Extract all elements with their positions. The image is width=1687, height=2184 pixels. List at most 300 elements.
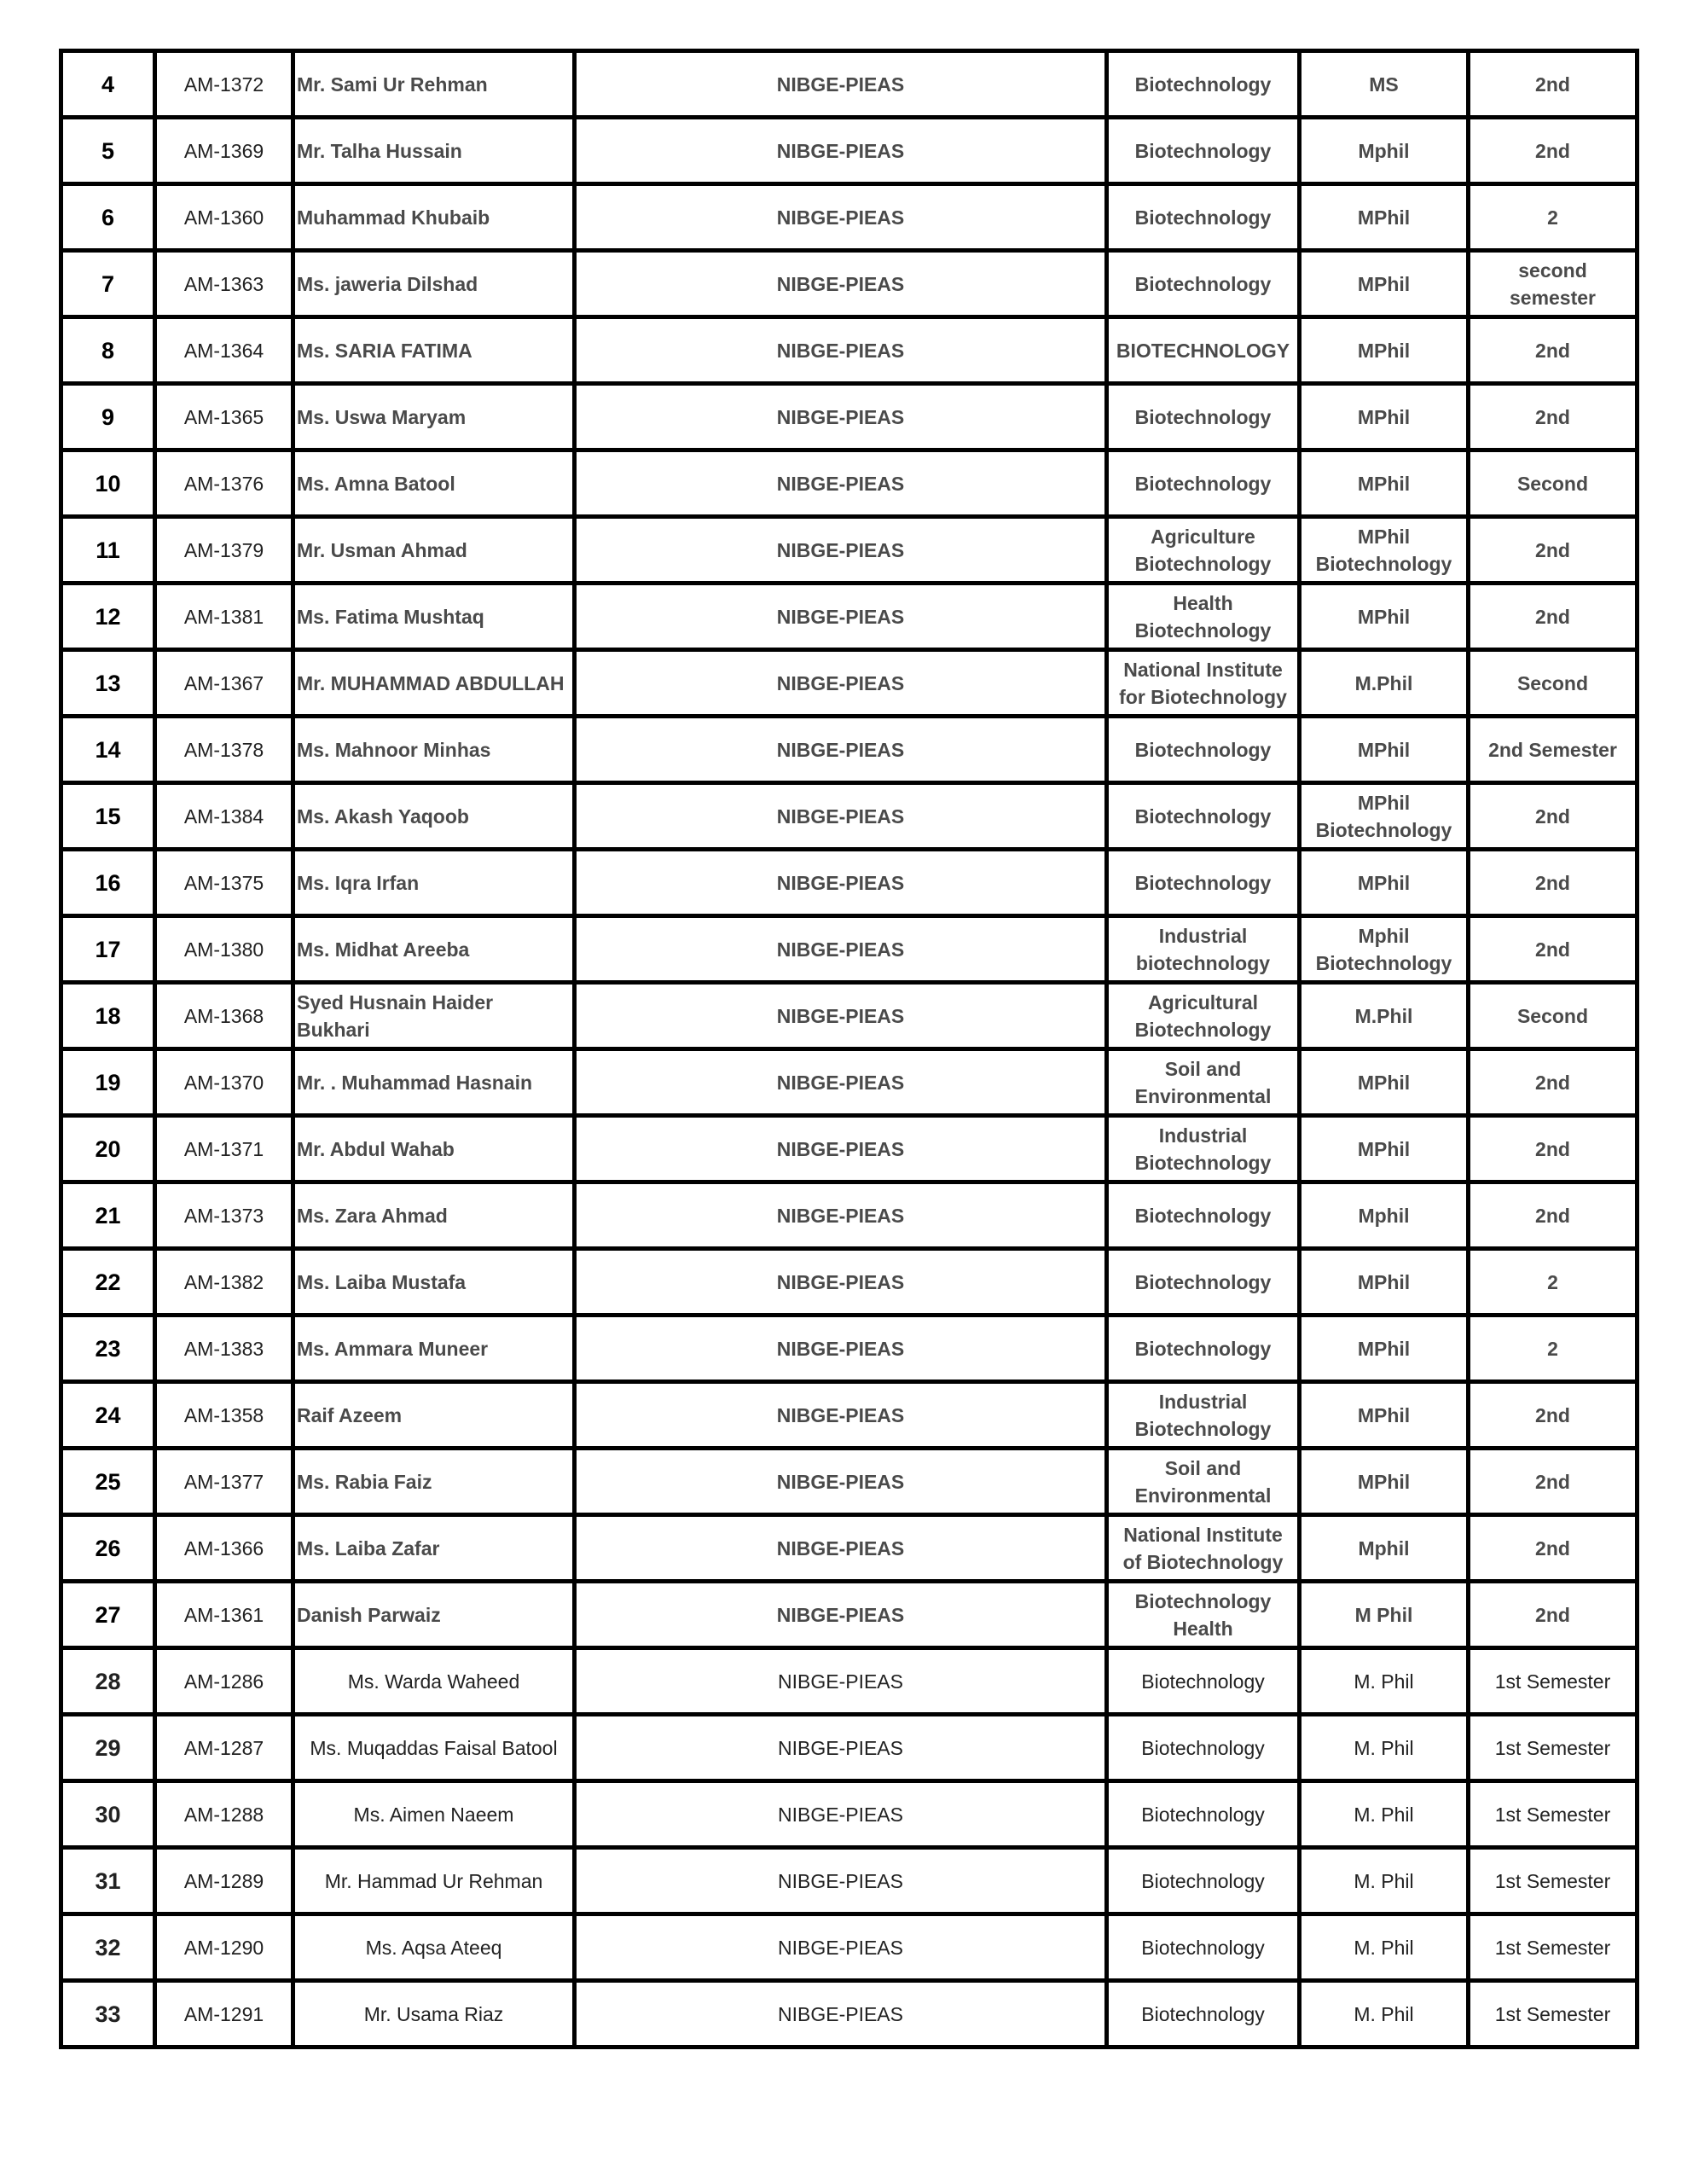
application-id-cell-text: AM-1288 <box>183 1803 264 1826</box>
degree-cell <box>1300 850 1469 916</box>
application-id-cell <box>155 717 293 783</box>
serial-number-cell-text: 28 <box>95 1668 121 1694</box>
semester-cell <box>1469 650 1638 717</box>
degree-cell <box>1300 1316 1469 1382</box>
application-id-cell <box>155 783 293 850</box>
serial-number-cell-text: 4 <box>101 71 115 97</box>
table-row <box>61 1249 1638 1316</box>
department-cell <box>1107 1049 1300 1116</box>
semester-cell <box>1469 1715 1638 1781</box>
table-row <box>61 51 1638 118</box>
serial-number-cell <box>61 916 155 983</box>
application-id-cell-text: AM-1287 <box>183 1736 264 1759</box>
semester-cell <box>1469 251 1638 317</box>
serial-number-cell-text: 10 <box>95 470 121 497</box>
institute-cell <box>575 1182 1107 1249</box>
serial-number-cell <box>61 384 155 450</box>
department-cell <box>1107 1515 1300 1582</box>
student-name-cell <box>293 51 575 118</box>
department-cell-text: Biotechnology <box>1134 272 1272 295</box>
application-id-cell-text: AM-1383 <box>183 1337 264 1360</box>
institute-cell <box>575 650 1107 717</box>
student-name-cell <box>293 384 575 450</box>
table-row <box>61 1981 1638 2048</box>
table-row <box>61 1182 1638 1249</box>
degree-cell-text: MS <box>1369 73 1399 96</box>
semester-cell-text: 2nd <box>1535 1470 1570 1493</box>
table-row <box>61 584 1638 650</box>
institute-cell <box>575 384 1107 450</box>
serial-number-cell-text: 31 <box>95 1867 121 1894</box>
department-cell <box>1107 384 1300 450</box>
semester-cell <box>1469 384 1638 450</box>
degree-cell-text: MPhil Biotechnology <box>1315 525 1452 575</box>
degree-cell <box>1300 384 1469 450</box>
department-cell <box>1107 1715 1300 1781</box>
degree-cell <box>1300 783 1469 850</box>
department-cell <box>1107 983 1300 1049</box>
student-name-cell-text: Mr. Abdul Wahab <box>297 1137 455 1160</box>
student-name-cell <box>293 1116 575 1182</box>
degree-cell-text: MPhil <box>1357 871 1411 894</box>
student-name-cell-text: Ms. Midhat Areeba <box>297 938 470 961</box>
application-id-cell <box>155 584 293 650</box>
semester-cell-text: 1st Semester <box>1494 1936 1611 1959</box>
student-name-cell <box>293 916 575 983</box>
semester-cell-text: 1st Semester <box>1494 1670 1611 1693</box>
degree-cell <box>1300 1049 1469 1116</box>
student-name-cell <box>293 850 575 916</box>
institute-cell <box>575 251 1107 317</box>
department-cell-text: Biotechnology <box>1141 1869 1265 1892</box>
table-row <box>61 783 1638 850</box>
degree-cell-text: MPhil <box>1357 605 1411 628</box>
institute-cell <box>575 118 1107 184</box>
semester-cell-text: second semester <box>1509 258 1597 309</box>
serial-number-cell <box>61 1515 155 1582</box>
semester-cell <box>1469 184 1638 251</box>
department-cell-text: Biotechnology <box>1141 1736 1265 1759</box>
department-cell <box>1107 1182 1300 1249</box>
student-name-cell-text: Mr. Hammad Ur Rehman <box>324 1869 543 1892</box>
table-row <box>61 251 1638 317</box>
institute-cell-text: NIBGE-PIEAS <box>776 73 905 96</box>
application-id-cell <box>155 1316 293 1382</box>
serial-number-cell-text: 18 <box>95 1002 121 1029</box>
department-cell-text: Biotechnology <box>1134 804 1272 828</box>
application-id-cell-text: AM-1377 <box>183 1470 264 1493</box>
student-name-cell-text: Ms. Aqsa Ateeq <box>365 1936 502 1959</box>
institute-cell-text: NIBGE-PIEAS <box>778 2002 903 2025</box>
degree-cell <box>1300 1249 1469 1316</box>
institute-cell-text: NIBGE-PIEAS <box>776 339 905 362</box>
department-cell-text: Industrial biotechnology <box>1135 924 1271 974</box>
serial-number-cell-text: 9 <box>101 404 115 430</box>
application-id-cell <box>155 1116 293 1182</box>
student-name-cell-text: Mr. Sami Ur Rehman <box>297 73 488 96</box>
application-id-cell-text: AM-1380 <box>183 938 264 961</box>
semester-cell <box>1469 584 1638 650</box>
semester-cell <box>1469 1116 1638 1182</box>
degree-cell-text: MPhil <box>1357 1337 1411 1360</box>
application-id-cell <box>155 850 293 916</box>
semester-cell-text: 2nd <box>1535 804 1570 828</box>
serial-number-cell <box>61 317 155 384</box>
degree-cell-text: MPhil <box>1357 738 1411 761</box>
semester-cell <box>1469 1981 1638 2048</box>
student-name-cell-text: Ms. Muqaddas Faisal Batool <box>310 1736 558 1759</box>
semester-cell-text: 1st Semester <box>1494 1803 1611 1826</box>
degree-cell <box>1300 1449 1469 1515</box>
table-row <box>61 1316 1638 1382</box>
institute-cell <box>575 983 1107 1049</box>
table-row <box>61 118 1638 184</box>
semester-cell <box>1469 1249 1638 1316</box>
semester-cell-text: 2nd <box>1535 538 1570 561</box>
semester-cell-text: Second <box>1516 671 1589 694</box>
student-name-cell-text: Ms. SARIA FATIMA <box>297 339 472 362</box>
semester-cell-text: 2nd <box>1535 938 1570 961</box>
student-name-cell <box>293 1382 575 1449</box>
institute-cell-text: NIBGE-PIEAS <box>776 538 905 561</box>
institute-cell-text: NIBGE-PIEAS <box>776 871 905 894</box>
degree-cell-text: MPhil <box>1357 272 1411 295</box>
department-cell-text: Biotechnology <box>1134 1270 1272 1293</box>
degree-cell-text: Mphil Biotechnology <box>1315 924 1452 974</box>
department-cell-text: National Institute of Biotechnology <box>1122 1523 1284 1573</box>
department-cell <box>1107 251 1300 317</box>
application-id-cell-text: AM-1376 <box>183 472 264 495</box>
degree-cell-text: MPhil <box>1357 1137 1411 1160</box>
department-cell <box>1107 584 1300 650</box>
department-cell <box>1107 1316 1300 1382</box>
semester-cell <box>1469 717 1638 783</box>
semester-cell <box>1469 1515 1638 1582</box>
degree-cell <box>1300 1116 1469 1182</box>
student-name-cell-text: Mr. Usman Ahmad <box>297 538 467 561</box>
student-name-cell-text: Ms. Fatima Mushtaq <box>297 605 484 628</box>
student-name-cell <box>293 118 575 184</box>
table-row <box>61 983 1638 1049</box>
institute-cell <box>575 1515 1107 1582</box>
serial-number-cell <box>61 1449 155 1515</box>
institute-cell <box>575 1449 1107 1515</box>
semester-cell-text: 2nd Semester <box>1488 738 1617 761</box>
semester-cell <box>1469 118 1638 184</box>
institute-cell <box>575 783 1107 850</box>
student-name-cell-text: Raif Azeem <box>297 1403 403 1426</box>
serial-number-cell <box>61 1382 155 1449</box>
institute-cell <box>575 450 1107 517</box>
student-name-cell <box>293 1582 575 1648</box>
institute-cell-text: NIBGE-PIEAS <box>778 1936 903 1959</box>
semester-cell <box>1469 1316 1638 1382</box>
department-cell-text: Soil and Environmental <box>1134 1057 1272 1107</box>
serial-number-cell <box>61 51 155 118</box>
institute-cell <box>575 1914 1107 1981</box>
application-id-cell <box>155 1249 293 1316</box>
serial-number-cell-text: 21 <box>95 1202 121 1228</box>
student-name-cell-text: Mr. . Muhammad Hasnain <box>297 1071 533 1094</box>
application-id-cell <box>155 650 293 717</box>
department-cell <box>1107 1848 1300 1914</box>
student-name-cell <box>293 1515 575 1582</box>
degree-cell <box>1300 317 1469 384</box>
application-id-cell <box>155 184 293 251</box>
semester-cell <box>1469 916 1638 983</box>
department-cell <box>1107 1914 1300 1981</box>
semester-cell-text: 1st Semester <box>1494 1869 1611 1892</box>
department-cell-text: Biotechnology <box>1134 472 1272 495</box>
application-id-cell <box>155 1848 293 1914</box>
application-id-cell-text: AM-1373 <box>183 1204 264 1227</box>
institute-cell-text: NIBGE-PIEAS <box>776 671 905 694</box>
serial-number-cell-text: 27 <box>95 1601 121 1628</box>
degree-cell <box>1300 650 1469 717</box>
department-cell <box>1107 650 1300 717</box>
application-id-cell-text: AM-1371 <box>183 1137 264 1160</box>
department-cell-text: National Institute for Biotechnology <box>1119 658 1287 708</box>
serial-number-cell <box>61 1914 155 1981</box>
institute-cell <box>575 1316 1107 1382</box>
semester-cell-text: 2nd <box>1535 73 1570 96</box>
department-cell <box>1107 118 1300 184</box>
application-id-cell-text: AM-1361 <box>183 1603 264 1626</box>
student-list-table <box>59 49 1639 2049</box>
serial-number-cell-text: 30 <box>95 1801 121 1827</box>
semester-cell-text: 2nd <box>1535 139 1570 162</box>
serial-number-cell <box>61 1715 155 1781</box>
application-id-cell <box>155 983 293 1049</box>
serial-number-cell <box>61 1848 155 1914</box>
department-cell-text: Agricultural Biotechnology <box>1134 990 1272 1041</box>
degree-cell <box>1300 983 1469 1049</box>
student-name-cell <box>293 783 575 850</box>
application-id-cell-text: AM-1358 <box>183 1403 264 1426</box>
semester-cell <box>1469 1582 1638 1648</box>
institute-cell <box>575 916 1107 983</box>
application-id-cell <box>155 118 293 184</box>
student-name-cell <box>293 717 575 783</box>
application-id-cell-text: AM-1372 <box>183 73 264 96</box>
department-cell-text: Biotechnology <box>1141 1670 1265 1693</box>
degree-cell <box>1300 51 1469 118</box>
table-row <box>61 1515 1638 1582</box>
degree-cell-text: M. Phil <box>1354 1936 1414 1959</box>
semester-cell <box>1469 1848 1638 1914</box>
table-row <box>61 450 1638 517</box>
semester-cell-text: 2nd <box>1535 1403 1570 1426</box>
student-name-cell-text: Ms. Amna Batool <box>297 472 455 495</box>
institute-cell-text: NIBGE-PIEAS <box>776 272 905 295</box>
semester-cell <box>1469 1648 1638 1715</box>
semester-cell-text: 1st Semester <box>1494 1736 1611 1759</box>
table-row <box>61 384 1638 450</box>
application-id-cell <box>155 1914 293 1981</box>
serial-number-cell <box>61 850 155 916</box>
institute-cell-text: NIBGE-PIEAS <box>776 1536 905 1560</box>
student-name-cell-text: Mr. Usama Riaz <box>363 2002 504 2025</box>
institute-cell-text: NIBGE-PIEAS <box>776 1603 905 1626</box>
semester-cell-text: 2 <box>1547 1270 1558 1293</box>
institute-cell <box>575 1648 1107 1715</box>
student-name-cell <box>293 450 575 517</box>
serial-number-cell-text: 32 <box>95 1934 121 1960</box>
table-row <box>61 1116 1638 1182</box>
application-id-cell <box>155 517 293 584</box>
department-cell <box>1107 517 1300 584</box>
serial-number-cell <box>61 450 155 517</box>
institute-cell-text: NIBGE-PIEAS <box>776 804 905 828</box>
application-id-cell-text: AM-1360 <box>183 206 264 229</box>
department-cell-text: Soil and Environmental <box>1134 1456 1272 1507</box>
semester-cell-text: 2 <box>1547 1337 1558 1360</box>
student-name-cell-text: Ms. Akash Yaqoob <box>297 804 469 828</box>
institute-cell-text: NIBGE-PIEAS <box>776 938 905 961</box>
serial-number-cell-text: 26 <box>95 1535 121 1561</box>
degree-cell <box>1300 184 1469 251</box>
serial-number-cell-text: 7 <box>101 270 115 297</box>
degree-cell <box>1300 1515 1469 1582</box>
degree-cell-text: M. Phil <box>1354 2002 1414 2025</box>
department-cell-text: Biotechnology <box>1134 206 1272 229</box>
application-id-cell-text: AM-1363 <box>183 272 264 295</box>
student-name-cell-text: Ms. Laiba Zafar <box>297 1536 440 1560</box>
serial-number-cell-text: 24 <box>95 1402 121 1428</box>
institute-cell-text: NIBGE-PIEAS <box>776 139 905 162</box>
student-name-cell <box>293 584 575 650</box>
student-name-cell-text: Mr. Talha Hussain <box>297 139 462 162</box>
institute-cell-text: NIBGE-PIEAS <box>776 472 905 495</box>
institute-cell <box>575 517 1107 584</box>
degree-cell <box>1300 1582 1469 1648</box>
serial-number-cell-text: 33 <box>95 2001 121 2027</box>
serial-number-cell <box>61 1049 155 1116</box>
degree-cell-text: M.Phil <box>1354 671 1413 694</box>
institute-cell <box>575 1249 1107 1316</box>
application-id-cell-text: AM-1379 <box>183 538 264 561</box>
table-row <box>61 1582 1638 1648</box>
institute-cell <box>575 717 1107 783</box>
institute-cell <box>575 1981 1107 2048</box>
department-cell <box>1107 717 1300 783</box>
student-name-cell-text: Ms. Uswa Maryam <box>297 405 467 428</box>
department-cell-text: Biotechnology Health <box>1134 1589 1272 1640</box>
student-name-cell-text: Ms. Iqra Irfan <box>297 871 420 894</box>
degree-cell-text: M. Phil <box>1354 1869 1414 1892</box>
application-id-cell-text: AM-1367 <box>183 671 264 694</box>
institute-cell <box>575 1382 1107 1449</box>
table-row <box>61 1781 1638 1848</box>
degree-cell <box>1300 450 1469 517</box>
institute-cell-text: NIBGE-PIEAS <box>778 1869 903 1892</box>
application-id-cell-text: AM-1368 <box>183 1004 264 1027</box>
serial-number-cell <box>61 1981 155 2048</box>
student-name-cell <box>293 1316 575 1382</box>
semester-cell <box>1469 783 1638 850</box>
student-name-cell <box>293 1249 575 1316</box>
application-id-cell <box>155 1515 293 1582</box>
student-name-cell <box>293 1715 575 1781</box>
student-name-cell <box>293 983 575 1049</box>
degree-cell-text: MPhil <box>1357 1270 1411 1293</box>
serial-number-cell-text: 29 <box>95 1734 121 1761</box>
semester-cell-text: 2 <box>1547 206 1558 229</box>
degree-cell-text: Mphil <box>1358 1536 1410 1560</box>
semester-cell-text: Second <box>1516 1004 1589 1027</box>
application-id-cell-text: AM-1369 <box>183 139 264 162</box>
semester-cell-text: 1st Semester <box>1494 2002 1611 2025</box>
table-row <box>61 517 1638 584</box>
department-cell <box>1107 783 1300 850</box>
student-name-cell <box>293 1914 575 1981</box>
student-name-cell <box>293 184 575 251</box>
application-id-cell-text: AM-1366 <box>183 1536 264 1560</box>
degree-cell <box>1300 916 1469 983</box>
student-name-cell <box>293 1981 575 2048</box>
degree-cell-text: MPhil <box>1357 405 1411 428</box>
department-cell-text: Industrial Biotechnology <box>1134 1124 1272 1174</box>
serial-number-cell <box>61 251 155 317</box>
serial-number-cell-text: 14 <box>95 736 121 763</box>
institute-cell <box>575 850 1107 916</box>
institute-cell <box>575 317 1107 384</box>
application-id-cell-text: AM-1365 <box>183 405 264 428</box>
department-cell <box>1107 916 1300 983</box>
application-id-cell-text: AM-1384 <box>183 804 264 828</box>
department-cell-text: Biotechnology <box>1134 73 1272 96</box>
application-id-cell-text: AM-1382 <box>183 1270 264 1293</box>
degree-cell-text: MPhil <box>1357 1403 1411 1426</box>
application-id-cell <box>155 1049 293 1116</box>
application-id-cell <box>155 1981 293 2048</box>
student-name-cell <box>293 251 575 317</box>
application-id-cell <box>155 1449 293 1515</box>
student-name-cell <box>293 650 575 717</box>
semester-cell <box>1469 517 1638 584</box>
department-cell-text: Biotechnology <box>1134 738 1272 761</box>
table-row <box>61 1049 1638 1116</box>
institute-cell <box>575 51 1107 118</box>
serial-number-cell <box>61 1249 155 1316</box>
degree-cell-text: M Phil <box>1354 1603 1413 1626</box>
application-id-cell <box>155 450 293 517</box>
department-cell-text: BIOTECHNOLOGY <box>1116 339 1290 362</box>
student-name-cell <box>293 1182 575 1249</box>
department-cell-text: Biotechnology <box>1141 2002 1265 2025</box>
serial-number-cell-text: 15 <box>95 803 121 829</box>
semester-cell <box>1469 1049 1638 1116</box>
institute-cell-text: NIBGE-PIEAS <box>776 605 905 628</box>
institute-cell-text: NIBGE-PIEAS <box>776 738 905 761</box>
semester-cell-text: 2nd <box>1535 605 1570 628</box>
semester-cell <box>1469 51 1638 118</box>
serial-number-cell <box>61 184 155 251</box>
application-id-cell <box>155 1182 293 1249</box>
student-name-cell-text: Ms. Warda Waheed <box>347 1670 520 1693</box>
department-cell <box>1107 1249 1300 1316</box>
application-id-cell-text: AM-1378 <box>183 738 264 761</box>
institute-cell-text: NIBGE-PIEAS <box>776 1403 905 1426</box>
application-id-cell <box>155 1781 293 1848</box>
degree-cell-text: MPhil Biotechnology <box>1315 791 1452 841</box>
institute-cell-text: NIBGE-PIEAS <box>776 1470 905 1493</box>
student-name-cell-text: Ms. Rabia Faiz <box>297 1470 432 1493</box>
department-cell <box>1107 1781 1300 1848</box>
degree-cell <box>1300 1715 1469 1781</box>
serial-number-cell <box>61 1781 155 1848</box>
serial-number-cell-text: 23 <box>95 1335 121 1362</box>
